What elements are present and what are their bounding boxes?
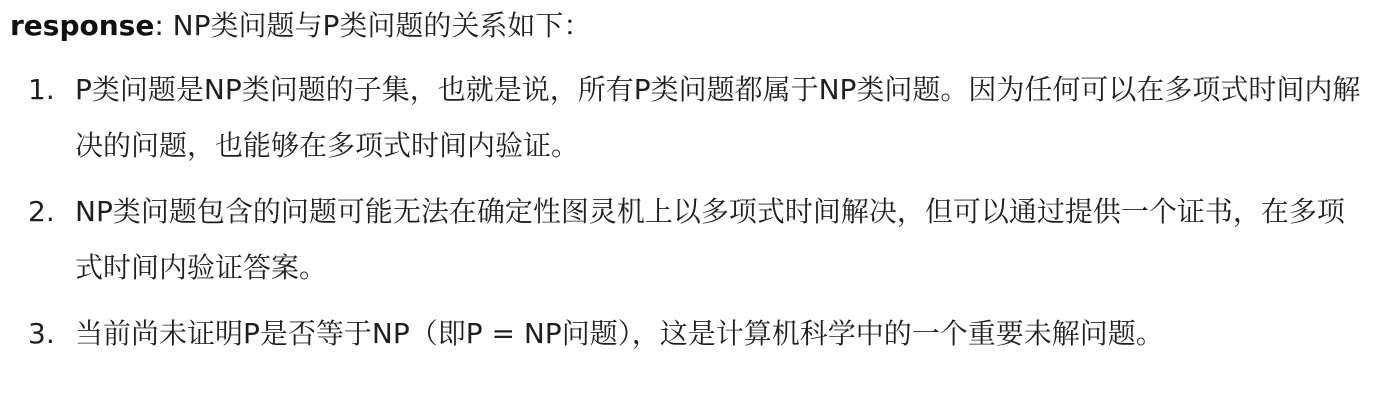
list-item-text: P类问题是NP类问题的子集，也就是说，所有P类问题都属于NP类问题。因为任何可以在多项式时间内解决的问题，也能够在多项式时间内验证。: [75, 73, 1361, 162]
list-item-number: 3.: [28, 317, 55, 350]
response-separator: :: [154, 9, 164, 42]
response-intro-text: NP类问题与P类问题的关系如下：: [163, 9, 592, 42]
response-label: response: [10, 9, 155, 42]
list-item-text: 当前尚未证明P是否等于NP（即P = NP问题），这是计算机科学中的一个重要未解问题。: [75, 317, 1164, 350]
list-item-text: NP类问题包含的问题可能无法在确定性图灵机上以多项式时间解决，但可以通过提供一个证书，在多项式时间内验证答案。: [75, 195, 1345, 284]
list-item: [10, 306, 1364, 362]
answer-list: [10, 62, 1364, 362]
list-item-number: 1.: [28, 73, 55, 106]
list-item: [10, 184, 1364, 296]
list-item-number: 2.: [28, 195, 55, 228]
response-intro: [10, 6, 1364, 46]
list-item: [10, 62, 1364, 174]
